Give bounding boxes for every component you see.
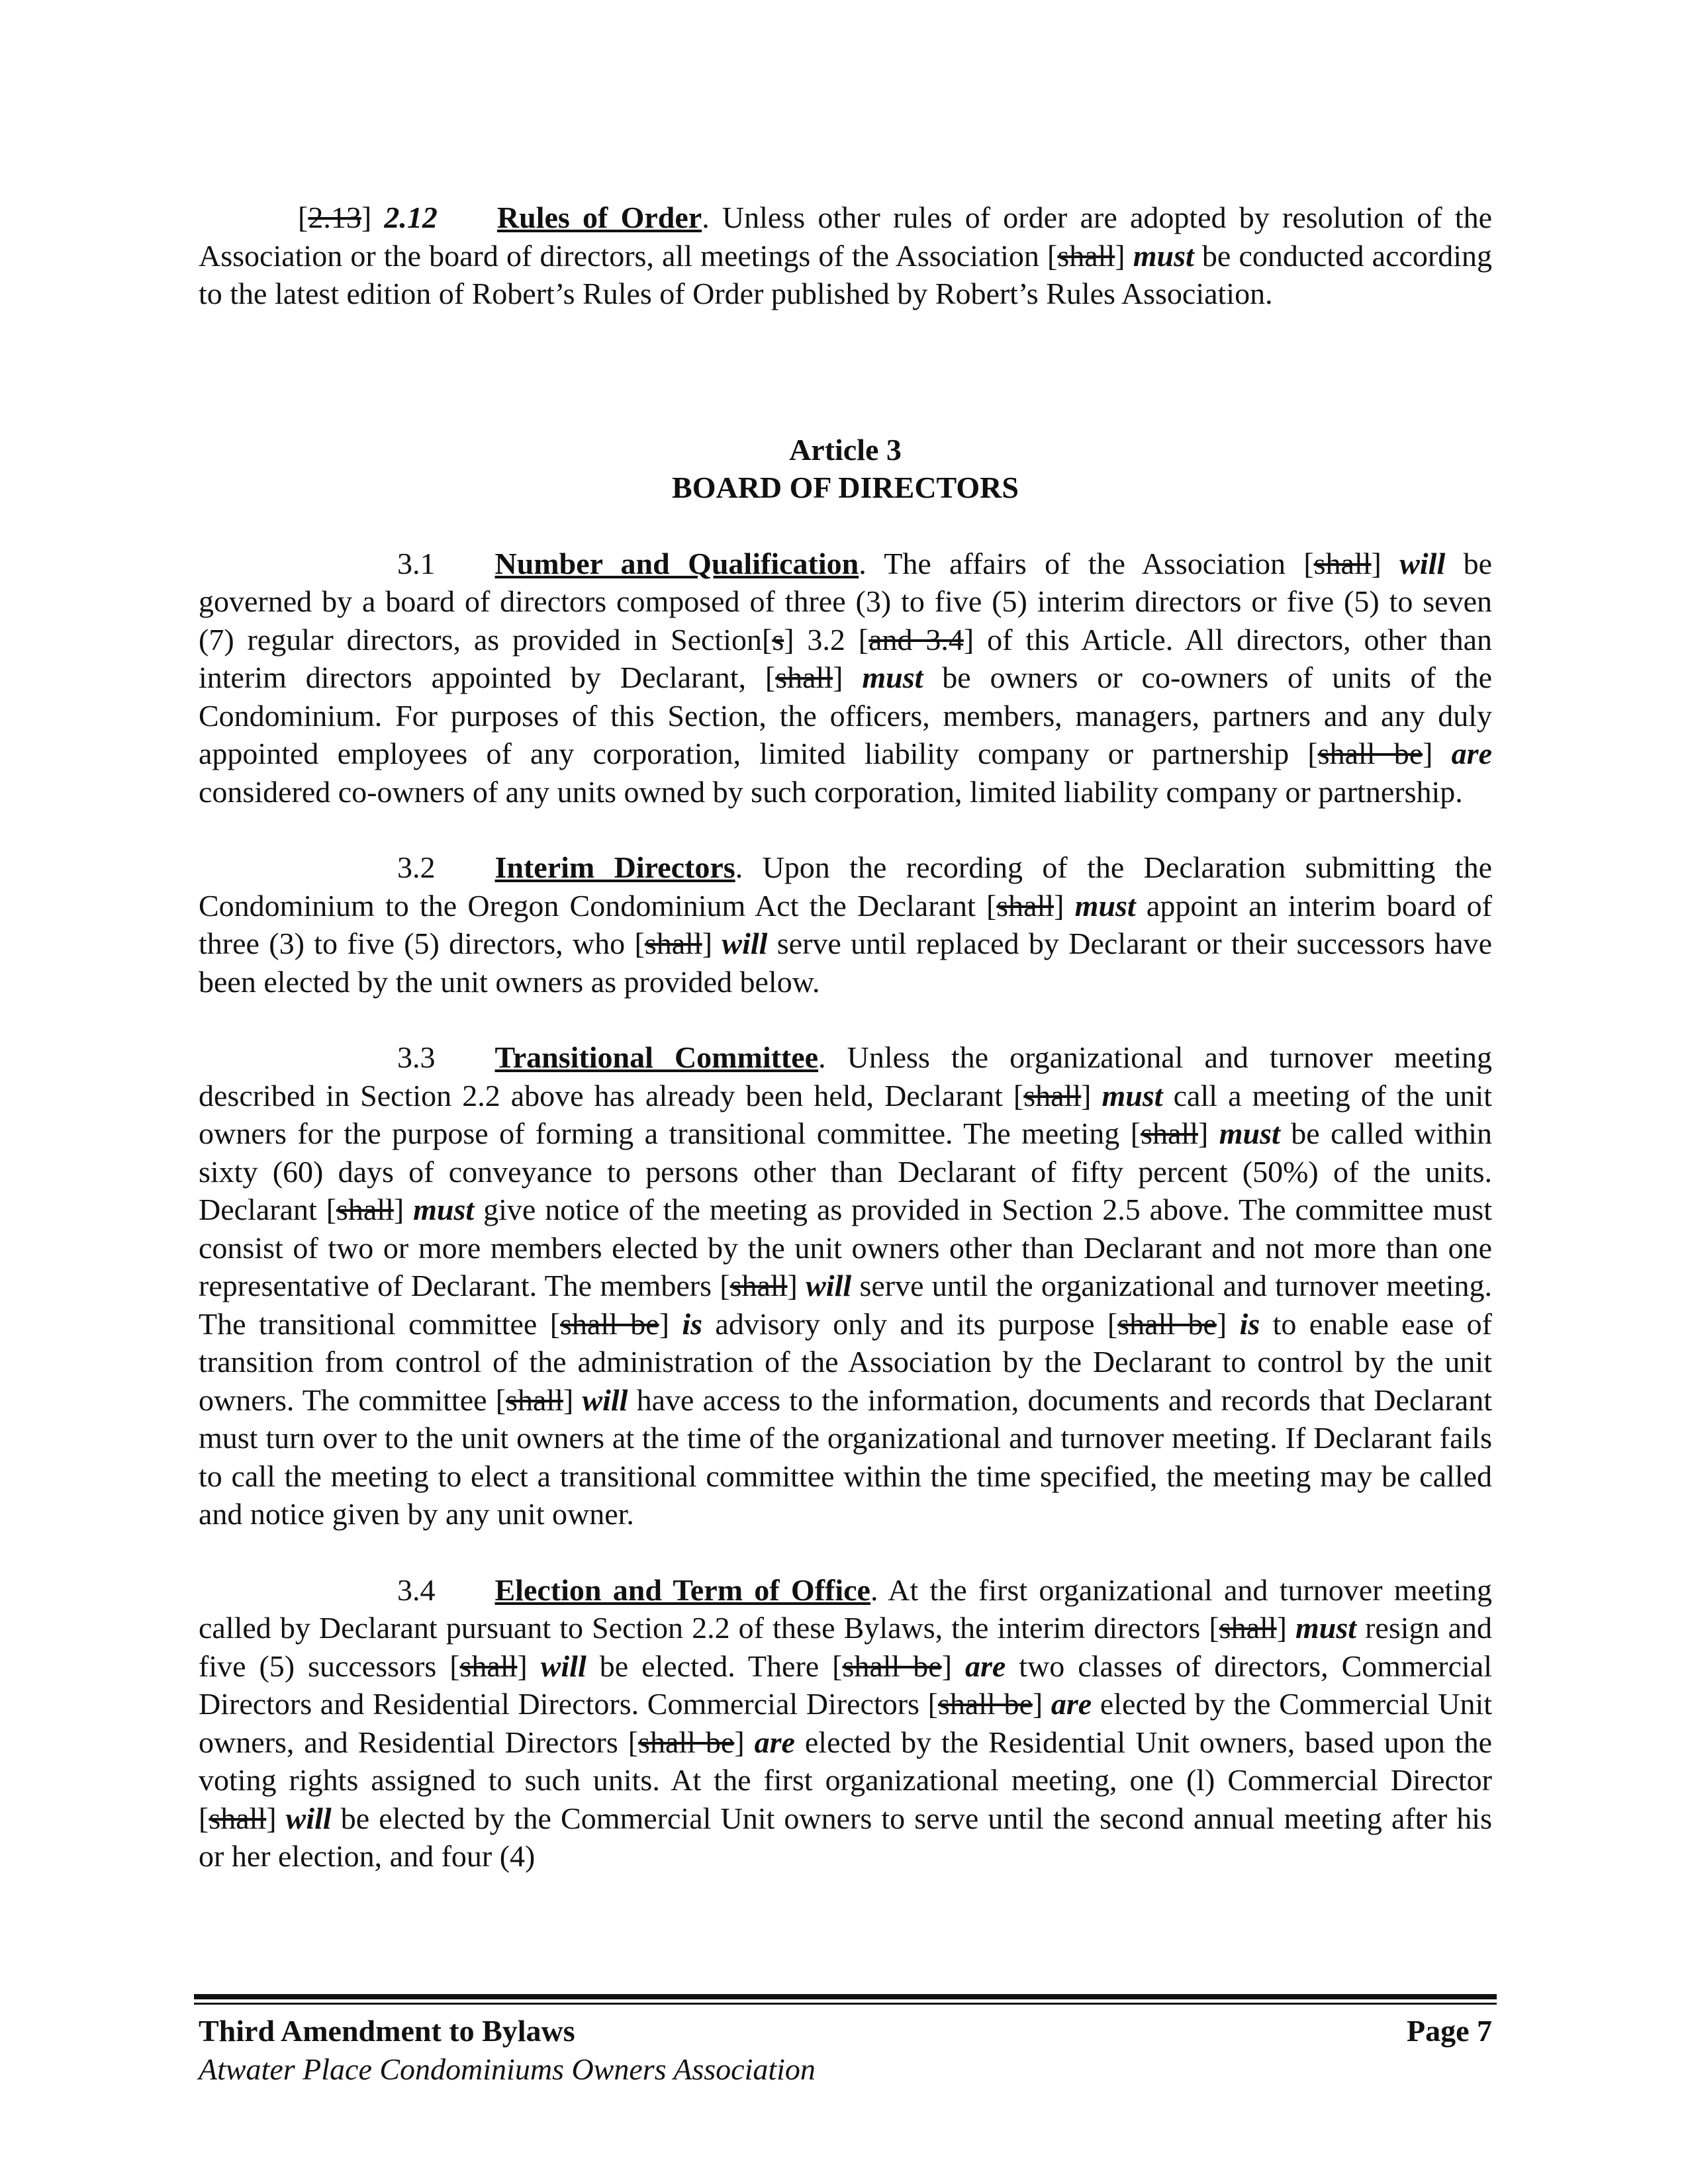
section-text: . Unless the organizational and turnover meeting described in Section 2.2 above has already been held, Declarant [199, 1040, 1492, 1113]
section-text: elected by the Commercial Unit owners, and Residential Directors [199, 1687, 1493, 1759]
section-heading: Interim Directors [494, 850, 735, 884]
footer-rule [194, 1994, 1497, 1999]
section-text: of this Article. All directors, other than interim directors appointed by Declarant, [199, 622, 1493, 694]
section-heading: Election and Term of Office [494, 1572, 870, 1607]
deleted-text: shall [209, 1801, 267, 1835]
deleted-text: shall be [842, 1649, 942, 1683]
section-number: 3.4 [397, 1572, 436, 1607]
inserted-text: will [540, 1649, 586, 1683]
section-text: be owners or co-owners of units of the Condominium. For purposes of this Section, the officers, members, managers, partners and any duly appointed employees of any corporation, limited liability company or partnership [199, 660, 1492, 770]
deleted-text: shall be [1317, 737, 1423, 770]
deleted-text: shall [506, 1383, 563, 1417]
section-text: . Upon the recording of the Declaration submitting the Condominium to the Oregon Condominium Act the Declarant [199, 850, 1493, 923]
section-text: be governed by a board of directors composed of three (3) to five (5) interim directors or five (5) to seven (7) regular directors, as provided in Section [199, 546, 1493, 657]
deleted-text: shall be [1117, 1306, 1217, 1341]
deleted-text: and 3.4 [868, 622, 964, 657]
inserted-text: must [1219, 1116, 1280, 1150]
deleted-text: shall be [638, 1725, 735, 1759]
deleted-text: shall [1141, 1116, 1198, 1150]
inserted-text: will [582, 1383, 628, 1417]
inserted-text: are [754, 1725, 795, 1759]
section-number: 3.3 [397, 1040, 436, 1074]
section-text: be conducted according to the latest edition of Robert’s Rules of Order published by Robert’s Rules Association. [199, 238, 1492, 310]
section-text: be elected. There [586, 1649, 833, 1683]
inserted-text: are [965, 1649, 1006, 1683]
inserted-text: are [1451, 737, 1492, 770]
section-text: 3.2 [794, 622, 859, 657]
deleted-text: shall [336, 1193, 394, 1226]
section-text: serve until the organizational and turnover meeting. The transitional committee [199, 1269, 1492, 1341]
inserted-text: are [1051, 1687, 1092, 1721]
footer-subtitle: Atwater Place Condominiums Owners Association [199, 2052, 816, 2086]
deleted-text: shall [644, 927, 702, 960]
section-2-12: [2.13] 2.12 Rules of Order. Unless other rules of order are adopted by resolution of the Association or the board of directors, all meetings of the Association [shall] must be conducted according to the latest edition of Robert’s Rules of Order published by Robert’s Rules Association. [199, 201, 1492, 310]
section-text: . Unless other rules of order are adopted by resolution of the Association or the board of directors, all meetings of the Association [199, 201, 1492, 273]
footer-title: Third Amendment to Bylaws [199, 2014, 575, 2048]
section-text: resign and five (5) successors [199, 1611, 1492, 1683]
deleted-text: shall [1023, 1078, 1082, 1113]
footer-rule-thin [194, 2003, 1497, 2005]
section-text: to enable ease of transition from control of the administration of the Association by the Declarant to control by the unit owners. The committee [199, 1306, 1492, 1417]
section-text: . At the first organizational and turnover meeting called by Declarant pursuant to Section 2.2 of these Bylaws, the interim directors [199, 1572, 1492, 1645]
section-text: elected by the Residential Unit owners, based upon the voting rights assigned to such units. At the first organizational meeting, one (l) Commercial Director [199, 1725, 1492, 1797]
inserted-text: is [682, 1306, 703, 1341]
section-heading: Number and Qualification [494, 546, 859, 580]
deleted-text: s [772, 622, 784, 657]
section-3-2: 3.2 Interim Directors. Upon the recording of the Declaration submitting the Condominium to the Oregon Condominium Act the Declarant [shall] must appoint an interim board of three (3) to five (5) directors, who [shall] will serve until replaced by Declarant or their successors have been elected by the unit owners as provided below. [199, 848, 1492, 1001]
inserted-text: will [285, 1801, 332, 1835]
inserted-text: will [1399, 546, 1446, 580]
page-number: Page 7 [1406, 2014, 1492, 2048]
article-title: BOARD OF DIRECTORS [672, 471, 1019, 504]
inserted-text: will [806, 1269, 852, 1302]
section-text: serve until replaced by Declarant or their successors have been elected by the unit owners as provided below. [199, 927, 1492, 999]
section-heading: Rules of Order [496, 201, 702, 234]
section-text: . The affairs of the Association [859, 546, 1304, 580]
inserted-text: must [862, 660, 923, 694]
inserted-text: must [1102, 1078, 1163, 1113]
section-text: be elected by the Commercial Unit owners to serve until the second annual meeting after his or her election, and four (4) [199, 1801, 1492, 1873]
inserted-text: must [1295, 1611, 1357, 1645]
footer [199, 2012, 816, 2089]
deleted-text: shall [1057, 238, 1115, 273]
section-text: two classes of directors, Commercial Directors and Residential Directors. Commercial Directors [199, 1649, 1492, 1721]
inserted-text: must [1133, 238, 1194, 273]
section-number: 3.2 [397, 850, 436, 884]
section-number: 3.1 [397, 546, 436, 580]
document-body [199, 199, 1492, 1876]
deleted-text: shall [1219, 1611, 1277, 1645]
section-text: considered co-owners of any units owned by such corporation, limited liability company or partnership. [199, 774, 1463, 809]
inserted-text: must [413, 1193, 475, 1226]
deleted-text: 2.13 [308, 201, 361, 234]
inserted-text: must [1074, 888, 1136, 923]
section-number: 2.12 [384, 201, 438, 234]
section-heading: Transitional Committee [494, 1040, 819, 1074]
section-3-3: 3.3 Transitional Committee. Unless the organizational and turnover meeting described in Section 2.2 above has already been held, Declarant [shall] must call a meeting of the unit owners for the purpose of forming a transitional committee. The meeting [shall] must be called within sixty (60) days of conveyance to persons other than Declarant of fifty percent (50%) of the units. Declarant [shall] must give notice of the meeting as provided in Section 2.5 above. The committee must consist of two or more members elected by the unit owners other than Declarant and not more than one representative of Declarant. The members [shall] will serve until the organizational and turnover meeting. The transitional committee [shall be] is advisory only and its purpose [shall be] is to enable ease of transition from control of the administration of the Association by the Declarant to control by the unit owners. The committee [shall] will have access to the information, documents and records that Declarant must turn over to the unit owners at the time of the organizational and turnover meeting. If Declarant fails to call the meeting to elect a transitional committee within the time specified, the meeting may be called and notice given by any unit owner. [199, 1038, 1492, 1533]
section-text: advisory only and its purpose [702, 1306, 1107, 1341]
deleted-text: shall be [560, 1306, 659, 1341]
section-3-1: 3.1 Number and Qualification. The affairs of the Association [shall] will be governed by a board of directors composed of three (3) to five (5) interim directors or five (5) to seven (7) regular directors, as provided in Section[s] 3.2 [and 3.4] of this Article. All directors, other than interim directors appointed by Declarant, [shall] must be owners or co-owners of units of the Condominium. For purposes of this Section, the officers, members, managers, partners and any duly appointed employees of any corporation, limited liability company or partnership [shall be] are considered co-owners of any units owned by such corporation, limited liability company or partnership. [199, 545, 1492, 811]
inserted-text: will [722, 927, 768, 960]
deleted-text: shall [996, 888, 1055, 923]
article-heading [199, 431, 1492, 507]
deleted-text: shall [459, 1649, 518, 1683]
section-text: be called within sixty (60) days of conveyance to persons other than Declarant of fifty percent (50%) of the units. Declarant [199, 1116, 1492, 1226]
section-text: give notice of the meeting as provided in Section 2.5 above. The committee must consist of two or more members elected by the unit owners other than Declarant and not more than one representative of Declarant. The members [199, 1193, 1492, 1302]
section-3-4: 3.4 Election and Term of Office. At the first organizational and turnover meeting called by Declarant pursuant to Section 2.2 of these Bylaws, the interim directors [shall] must resign and five (5) successors [shall] will be elected. There [shall be] are two classes of directors, Commercial Directors and Residential Directors. Commercial Directors [shall be] are elected by the Commercial Unit owners, and Residential Directors [shall be] are elected by the Residential Unit owners, based upon the voting rights assigned to such units. At the first organizational meeting, one (l) Commercial Director [shall] will be elected by the Commercial Unit owners to serve until the second annual meeting after his or her election, and four (4) [199, 1571, 1492, 1876]
section-text: have access to the information, documents and records that Declarant must turn over to the unit owners at the time of the organizational and turnover meeting. If Declarant fails to call the meeting to elect a transitional committee within the time specified, the meeting may be called and notice given by any unit owner. [199, 1383, 1492, 1531]
deleted-text: shall [729, 1269, 788, 1302]
section-text: call a meeting of the unit owners for the purpose of forming a transitional committee. The meeting [199, 1078, 1493, 1150]
deleted-text: shall be [937, 1687, 1033, 1721]
deleted-text: shall [775, 660, 833, 694]
article-number: Article 3 [789, 432, 902, 467]
inserted-text: is [1239, 1306, 1260, 1341]
section-text: appoint an interim board of three (3) to five (5) directors, who [199, 888, 1492, 960]
deleted-text: shall [1313, 546, 1372, 580]
